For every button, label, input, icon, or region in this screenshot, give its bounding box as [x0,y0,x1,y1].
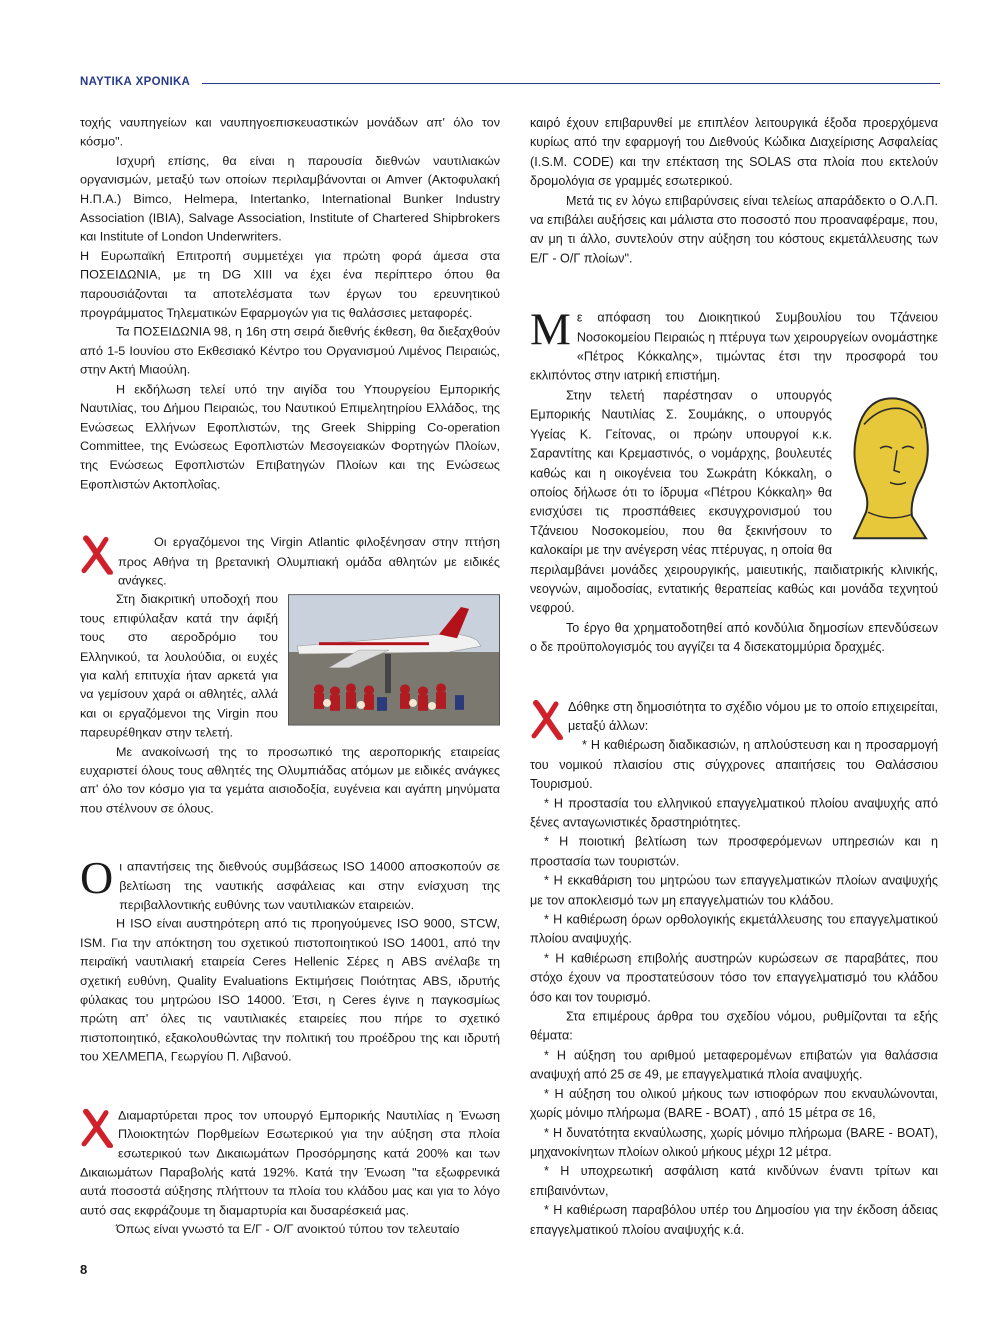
airport-photo [288,595,500,726]
aircraft-group-illustration [289,596,499,725]
paragraph: καιρό έχουν επιβαρυνθεί με επιπλέον λειτουργικά έξοδα προερχόμενα κυρίως από την εφαρμογή του Διεθνούς Κώδικα Διαχείρισης Ασφαλείας (I.S.M. CODE) και την επέκταση της SOLAS στα πλοία που εκτελούν δρομολόγια σε γραμμές εσωτερικού. [530,115,938,189]
page-number: 8 [80,1262,88,1277]
list-item: * Η ποιοτική βελτίωση των προσφερόμενων υπηρεσιών και η προστασία των τουριστών. [530,835,938,869]
list-item: * Η υποχρεωτική ασφάλιση κατά κινδύνων έναντι τρίτων και επιβαινόντων, [530,1164,938,1198]
list-item: * Η καθιέρωση επιβολής αυστηρών κυρώσεων σε παραβάτες, που στόχο έχουν να προστατεύσουν τόσο τον επαγγελματισμό του κλάδου όσο και τον τουρισμό. [530,951,938,1005]
paragraph: Στην τελετή παρέστησαν ο υπουργός Εμπορικής Ναυτιλίας Σ. Σουμάκης, ο υπουργός Υγείας Κ. Γείτονας, οι πρώην υπουργοί κ.κ. Σαραντίτης και Κρεμαστινός, ο νομάρχης, βουλευτές καθώς και η οικογένεια του Σωκράτη Κόκκαλη, ο οποίος δήλωσε ότι το ίδρυμα «Πέτρου Κόκκαλη» θα ενισχύσει τις προσπάθειες εκσυγχρονισμού του Τζάνειου Νοσοκομείου, που θα ξεκινήσουν το καλοκαίρι με την ανέγερση νέας πτέρυγας, η οποία θα περιλαμβάνει μονάδες χειρουργικής, μαιευτικής, παιδιατρικής κλινικής, νεογνών, αιμοδοσίας, εντατικής θεραπείας καθώς και μονάδα τεχνητού νεφρού. [530,388,938,616]
list-item: * Η εκκαθάριση του μητρώου των επαγγελματικών πλοίων αναψυχής με τον αποκλεισμό των μη επαγγελματιών του κλάδου. [530,873,938,908]
paragraph: Όπως είναι γνωστό τα Ε/Γ - Ο/Γ ανοικτού τύπου τον τελευταίο [116,1222,460,1237]
list-item: * Η καθιέρωση παραβόλου υπέρ του Δημοσίου για την έκδοση άδειας επαγγελματικού πλοίου αναψυχής κ.ά. [530,1203,938,1237]
header-rule [202,83,940,84]
running-header [80,76,940,94]
paragraph: Οι εργαζόμενοι της Virgin Atlantic φιλοξένησαν στην πτήση προς Αθήνα τη βρετανική Ολυμπιακή ομάδα αθλητών με ειδικές ανάγκες. [118,535,500,588]
paragraph: ε απόφαση του Διοικητικού Συμβουλίου του Τζάνειου Νοσοκομείου Πειραιώς η πτέρυγα των χειρουργείων ονομάστηκε «Πέτρος Κόκκαλης», τιμώντας έτσι την προσφορά του εκλιπόντος στην ιατρική επιστήμη. [530,310,938,383]
paragraph: τοχής ναυπηγείων και ναυπηγοεπισκευαστικών μονάδων απ' όλο τον κόσμο". [80,115,500,149]
paragraph: Δόθηκε στη δημοσιότητα το σχέδιο νόμου με το οποίο επιχειρείται, μεταξύ άλλων: [568,699,938,733]
paragraph: Ισχυρή επίσης, θα είναι η παρουσία διεθνών ναυτιλιακών οργανισμών, μεταξύ των οποίων περιλαμβάνονται οι Amver (Ακτοφυλακή Η.Π.Α.) Bimco, Helmepa, Intertanko, International Bunker Industry Association (IBIA), Salvage Association, Institute of Chartered Shipbrokers και Institute of London Underwriters. [80,153,500,244]
list-item: * Η αύξηση του αριθμού μεταφερομένων επιβατών για θαλάσσια αναψυχή από 25 σε 49, με επαγγελματικά πλοία αναψυχής. [530,1048,938,1082]
paragraph: Τα ΠΟΣΕΙΔΩΝΙΑ 98, η 16η στη σειρά διεθνής έκθεση, θα διεξαχθούν από 1-5 Ιουνίου στο Εκθεσιακό Κέντρο του Οργανισμού Λιμένος Πειραιώς, στην Ακτή Μιαούλη. [80,325,500,377]
protest-article [80,1106,500,1239]
paragraph: ι απαντήσεις της διεθνούς συμβάσεως ISO 14000 αποσκοπούν σε βελτίωση της ναυτικής ασφάλειας και στην ενίσχυση της περιβαλλοντικής ευθύνης των ναυτιλιακών εταιρειών. [119,859,500,912]
paragraph: Με ανακοίνωσή της το προσωπικό της αεροπορικής εταιρείας ευχαριστεί όλους τους αθλητές της Ολυμπιάδας ατόμων με ειδικές ανάγκες απ' όλο τον κόσμο για τα γεμάτα αισιοδοξία, ευγένεια και αγάπη μηνύματα που στέλνουν σε όλους. [80,744,500,816]
red-x-icon [530,700,564,740]
law-article [530,698,938,1240]
paragraph: Η εκδήλωση τελεί υπό την αιγίδα του Υπουργείου Εμπορικής Ναυτιλίας, του Δήμου Πειραιώς, του Ναυτικού Επιμελητηρίου Ελλάδος, της Ενώσεως Ελλήνων Εφοπλιστών, της Greek Shipping Co-operation Committee, της Ενώσεως Εφοπλιστών Μεσογειακών Φορτηγών Πλοίων, της Ενώσεως Εφοπλιστών Επιβατηγών Πλοίων και της Ενώσεως Εφοπλιστών Ακτοπλοΐας. [80,382,500,492]
paragraph: Η Ευρωπαϊκή Επιτροπή συμμετέχει για πρώτη φορά άμεσα στα ΠΟΣΕΙΔΩΝΙΑ, με τη DG XIII να έχει ένα περίπτερο όπου θα παρουσιάζονται τα αποτελέσματα των έργων του ερευνητικού προγράμματος Τηλεματικών Εφαρμογών για τις θαλάσσιες μεταφορές. [80,249,500,320]
virgin-article [80,534,500,819]
red-x-icon [80,536,114,575]
magazine-title: ΝΑΥΤΙΚΑ ΧΡΟΝΙΚΑ [80,76,191,88]
list-item: * Η καθιέρωση διαδικασιών, η απλούστευση και η προσαρμογή του νομικού πλαισίου στις σύγχρονες απαιτήσεις του Θαλάσσιου Τουρισμού. [530,738,938,791]
list-item: * Η αύξηση του ολικού μήκους των ιστιοφόρων που εκναυλώνονται, χωρίς μόνιμο πλήρωμα (BARE - BOAT) , από 15 μέτρα σε 16, [530,1086,938,1121]
drop-cap: Μ [530,303,571,355]
paragraph: Το έργο θα χρηματοδοτηθεί από κονδύλια δημοσίων επενδύσεων ο δε προϋπολογισμός του αγγίζει τα 4 δισεκατομμύρια δραχμές. [530,620,938,655]
paragraph: Διαμαρτύρεται προς τον υπουργό Εμπορικής Ναυτιλίας η Ένωση Πλοιοκτητών Πορθμείων Εσωτερικού για την αύξηση στα πλοία εσωτερικού των Δικαιωμάτων Προσόρμησης κατά 200% και των Δικαιωμάτων Παραβολής κατά 192%. Κατά την Ένωση "τα εξωφρενικά αυτά ποσοστά αύξησης πλήττουν τα πλοία του κλάδου μας και για το λόγο αυτό σας εκφράζουμε τη διαμαρτυρία και δυσαρέσκειά μας. [80,1108,500,1218]
drop-cap: Ο [80,853,114,904]
list-item: * Η προστασία του ελληνικού επαγγελματικού πλοίου αναψυχής από ξένες ανταγωνιστικές δραστηριότητες. [530,796,938,830]
red-x-icon [80,1108,114,1147]
hospital-article [530,303,938,658]
right-column [530,114,938,1240]
iso-article [80,853,500,1067]
left-column [80,114,500,1240]
paragraph: Η ISO είναι αυστηρότερη από τις προηγούμενες ISO 9000, STCW, ISM. Για την απόκτηση του σχετικού πιστοποιητικού ISO 14001, από την πειραϊκή ναυτιλιακή εταιρεία Ceres Hellenic Σέρες η ABS ανέλαβε τη σχετική ευθύνη, Quality Evaluations Εκτιμήσεις Ποιότητας ABS, ιδρυτής φύλακας του μητρώου ISO 14000. Έτσι, η Ceres έγινε η παγκοσμίως πρώτη απ' όλες τις ναυτιλιακές εταιρείες που πήρε το σχετικό πιστοποιητικό, εξακολουθώντας την πολιτική του προέδρου της και ιδρυτή του ΧΕΛΜΕΠΑ, Γεωργίου Π. Λιβανού. [80,917,500,1064]
protest-continuation [530,114,938,269]
paragraph: Μετά τις εν λόγω επιβαρύνσεις είναι τελείως απαράδεκτο ο Ο.Λ.Π. να επιβάλει αυξήσεις και μάλιστα στο ποσοστό που προαναφέραμε, που, αν μη τι άλλο, συντελούν στην αύξηση του κόστους εκμετάλλευσης των Ε/Γ - Ο/Γ πλοίων". [530,193,938,266]
golden-bust-icon [840,392,938,542]
list-item: * Η καθιέρωση όρων ορθολογικής εκμετάλλευσης του επαγγελματικού πλοίου αναψυχής. [530,912,938,946]
paragraph: Στη διακριτική υποδοχή που τους επιφύλαξαν κατά την άφιξή τους στο αεροδρόμιο του Ελληνικού, τα λουλούδια, οι ευχές για καλή επιτυχία ήταν αρκετά για να γεμίσουν χαρά οι αθλητές, αλλά και οι εργαζόμενοι της Virgin που παρευρέθηκαν στην τελετή. [80,592,278,740]
paragraph: Στα επιμέρους άρθρα του σχεδίου νόμου, ρυθμίζονται τα εξής θέματα: [530,1009,938,1043]
list-item: * Η δυνατότητα εκναύλωσης, χωρίς μόνιμο πλήρωμα (BARE - BOAT), μηχανοκίνητων πλοίων ολικού μήκους μέχρι 12 μέτρα. [530,1125,938,1160]
posidonia-article [80,114,500,494]
